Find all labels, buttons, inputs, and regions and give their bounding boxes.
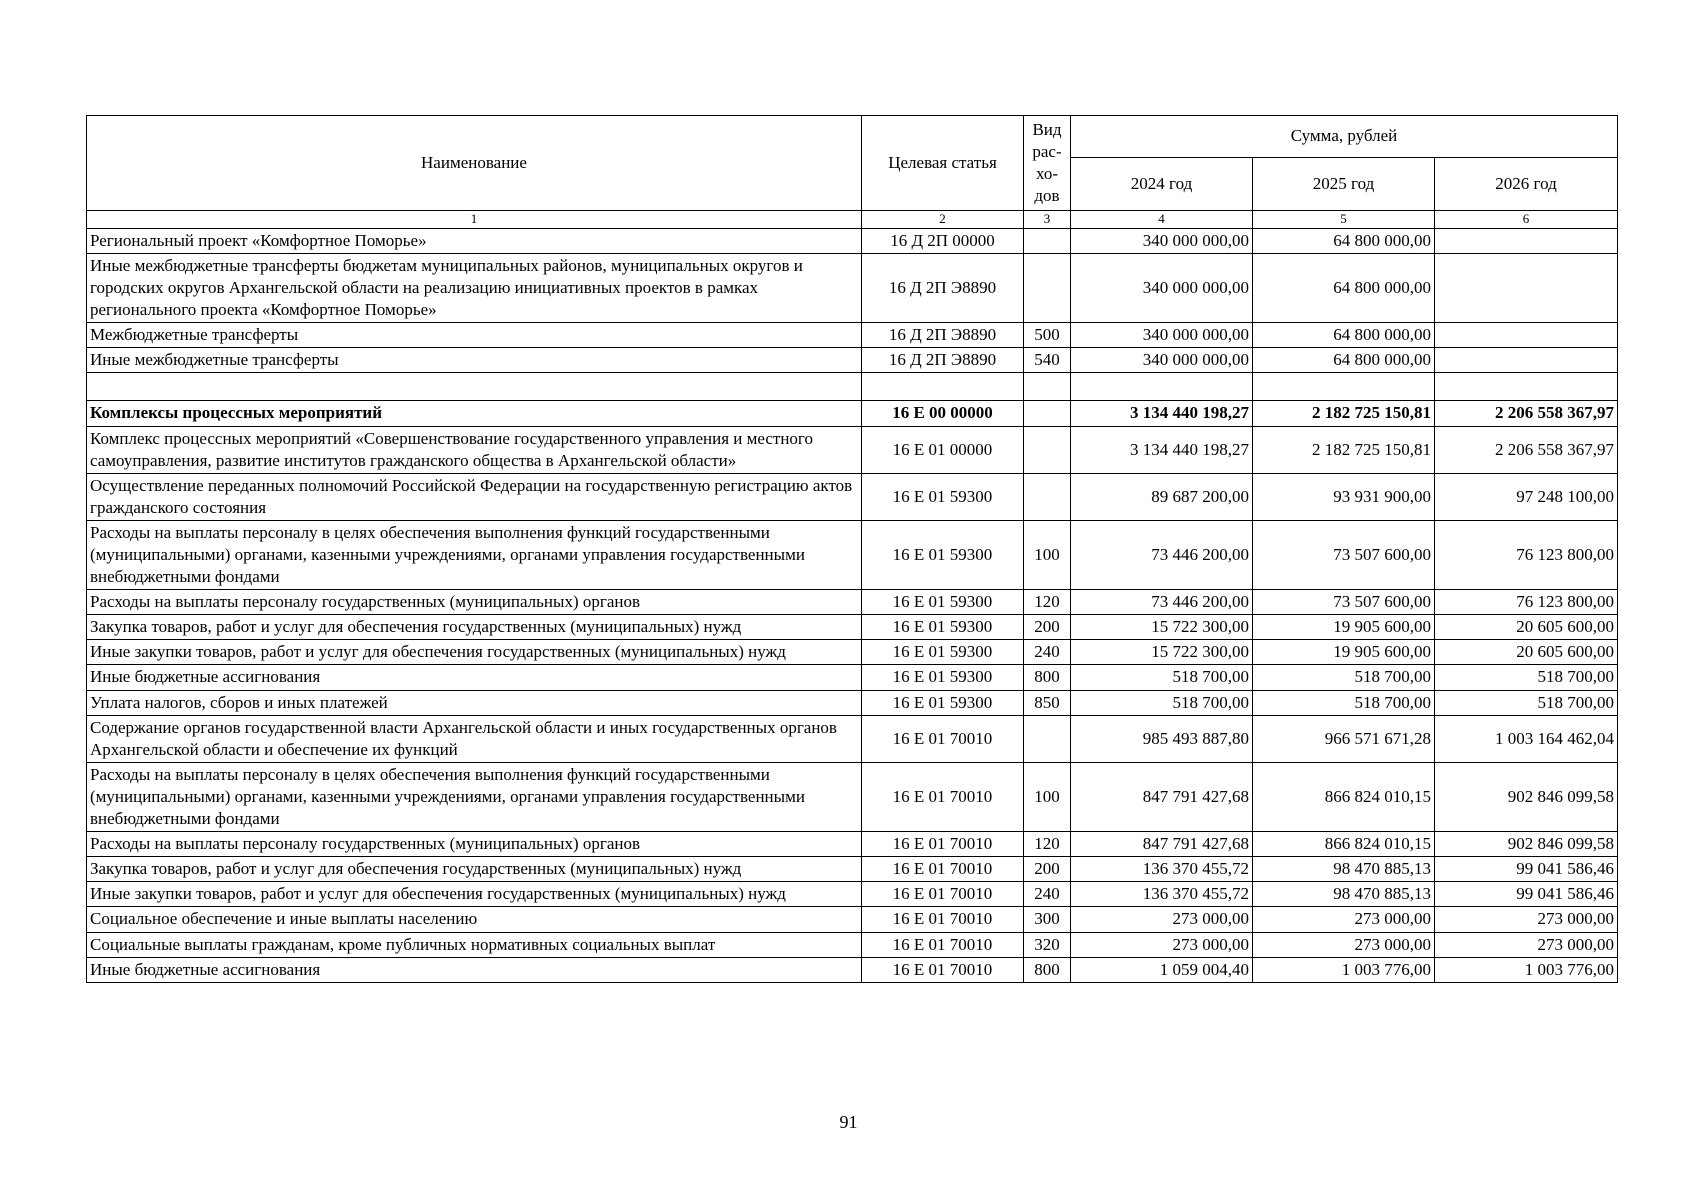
row-target-article: 16 Е 01 59300 [862, 590, 1024, 615]
row-target-article: 16 Е 01 70010 [862, 857, 1024, 882]
row-amount-2026: 902 846 099,58 [1435, 832, 1618, 857]
page-number: 91 [839, 1112, 858, 1132]
table-header [87, 116, 1618, 229]
row-amount-2026 [1435, 373, 1618, 401]
row-target-article: 16 Д 2П 00000 [862, 228, 1024, 253]
row-expense-type [1024, 426, 1071, 473]
table-row [87, 640, 1618, 665]
row-amount-2025: 98 470 885,13 [1253, 882, 1435, 907]
row-target-article: 16 Е 01 59300 [862, 473, 1024, 520]
row-amount-2025: 866 824 010,15 [1253, 762, 1435, 831]
row-amount-2025: 19 905 600,00 [1253, 640, 1435, 665]
table-row [87, 665, 1618, 690]
row-amount-2026: 518 700,00 [1435, 665, 1618, 690]
row-amount-2024: 15 722 300,00 [1071, 615, 1253, 640]
row-amount-2024: 340 000 000,00 [1071, 228, 1253, 253]
row-expense-type: 200 [1024, 615, 1071, 640]
row-amount-2026: 20 605 600,00 [1435, 615, 1618, 640]
header-expense-type: Вид рас-хо-дов [1024, 116, 1071, 211]
row-name: Региональный проект «Комфортное Поморье» [87, 228, 862, 253]
row-expense-type: 300 [1024, 907, 1071, 932]
row-name [87, 373, 862, 401]
row-amount-2026: 1 003 776,00 [1435, 957, 1618, 982]
header-sum: Сумма, рублей [1071, 116, 1618, 158]
row-amount-2026 [1435, 228, 1618, 253]
table-row [87, 690, 1618, 715]
row-amount-2025: 518 700,00 [1253, 665, 1435, 690]
row-target-article: 16 Е 01 70010 [862, 832, 1024, 857]
row-expense-type [1024, 715, 1071, 762]
row-amount-2025: 64 800 000,00 [1253, 253, 1435, 322]
row-name: Комплексы процессных мероприятий [87, 401, 862, 426]
row-amount-2026 [1435, 323, 1618, 348]
table-row [87, 520, 1618, 589]
row-amount-2026: 518 700,00 [1435, 690, 1618, 715]
row-expense-type: 200 [1024, 857, 1071, 882]
row-target-article: 16 Д 2П Э8890 [862, 323, 1024, 348]
row-name: Иные бюджетные ассигнования [87, 665, 862, 690]
row-name: Иные закупки товаров, работ и услуг для обеспечения государственных (муниципальных) нужд [87, 882, 862, 907]
row-amount-2026: 273 000,00 [1435, 932, 1618, 957]
row-name: Закупка товаров, работ и услуг для обеспечения государственных (муниципальных) нужд [87, 615, 862, 640]
row-amount-2024 [1071, 373, 1253, 401]
row-amount-2025: 866 824 010,15 [1253, 832, 1435, 857]
row-amount-2024: 3 134 440 198,27 [1071, 426, 1253, 473]
row-amount-2025 [1253, 373, 1435, 401]
row-target-article: 16 Е 01 70010 [862, 762, 1024, 831]
table-row [87, 615, 1618, 640]
row-target-article: 16 Д 2П Э8890 [862, 348, 1024, 373]
row-amount-2024: 518 700,00 [1071, 690, 1253, 715]
table-row [87, 907, 1618, 932]
table-row [87, 426, 1618, 473]
row-amount-2025: 73 507 600,00 [1253, 590, 1435, 615]
table-row [87, 857, 1618, 882]
row-amount-2024: 273 000,00 [1071, 932, 1253, 957]
row-name: Уплата налогов, сборов и иных платежей [87, 690, 862, 715]
row-name: Иные бюджетные ассигнования [87, 957, 862, 982]
row-expense-type [1024, 253, 1071, 322]
row-name: Закупка товаров, работ и услуг для обеспечения государственных (муниципальных) нужд [87, 857, 862, 882]
row-amount-2025: 64 800 000,00 [1253, 323, 1435, 348]
row-expense-type: 100 [1024, 762, 1071, 831]
row-expense-type: 540 [1024, 348, 1071, 373]
budget-table [86, 115, 1618, 983]
header-name: Наименование [87, 116, 862, 211]
table-row [87, 832, 1618, 857]
table-row [87, 957, 1618, 982]
row-expense-type [1024, 373, 1071, 401]
row-name: Иные межбюджетные трансферты [87, 348, 862, 373]
row-expense-type: 500 [1024, 323, 1071, 348]
row-amount-2025: 93 931 900,00 [1253, 473, 1435, 520]
row-expense-type: 850 [1024, 690, 1071, 715]
column-number: 1 [87, 211, 862, 229]
row-amount-2024: 340 000 000,00 [1071, 323, 1253, 348]
row-name: Социальное обеспечение и иные выплаты населению [87, 907, 862, 932]
row-target-article: 16 Е 01 70010 [862, 932, 1024, 957]
row-amount-2024: 1 059 004,40 [1071, 957, 1253, 982]
row-amount-2024: 15 722 300,00 [1071, 640, 1253, 665]
row-target-article: 16 Е 00 00000 [862, 401, 1024, 426]
row-amount-2024: 340 000 000,00 [1071, 348, 1253, 373]
table-row [87, 590, 1618, 615]
row-expense-type: 240 [1024, 640, 1071, 665]
row-expense-type: 320 [1024, 932, 1071, 957]
row-amount-2026: 97 248 100,00 [1435, 473, 1618, 520]
row-name: Иные межбюджетные трансферты бюджетам муниципальных районов, муниципальных округов и городских округов Архангельской области на реализацию инициативных проектов в рамках регионального проекта «Комфортное Поморье» [87, 253, 862, 322]
row-amount-2025: 273 000,00 [1253, 907, 1435, 932]
table-row [87, 762, 1618, 831]
row-name: Расходы на выплаты персоналу в целях обеспечения выполнения функций государственными (муниципальными) органами, казенными учреждениями, органами управления государственными внебюджетными фондами [87, 520, 862, 589]
table-body [87, 228, 1618, 982]
row-amount-2024: 136 370 455,72 [1071, 857, 1253, 882]
row-name: Иные закупки товаров, работ и услуг для обеспечения государственных (муниципальных) нужд [87, 640, 862, 665]
row-amount-2025: 2 182 725 150,81 [1253, 426, 1435, 473]
table-row [87, 932, 1618, 957]
row-target-article: 16 Е 01 59300 [862, 640, 1024, 665]
column-number: 5 [1253, 211, 1435, 229]
header-year-2024: 2024 год [1071, 158, 1253, 211]
row-target-article: 16 Е 01 59300 [862, 520, 1024, 589]
row-amount-2025: 518 700,00 [1253, 690, 1435, 715]
header-target-article: Целевая статья [862, 116, 1024, 211]
row-amount-2024: 89 687 200,00 [1071, 473, 1253, 520]
row-amount-2024: 847 791 427,68 [1071, 832, 1253, 857]
row-target-article: 16 Е 01 59300 [862, 665, 1024, 690]
row-name: Расходы на выплаты персоналу государственных (муниципальных) органов [87, 590, 862, 615]
row-expense-type: 100 [1024, 520, 1071, 589]
row-amount-2025: 64 800 000,00 [1253, 228, 1435, 253]
row-amount-2024: 340 000 000,00 [1071, 253, 1253, 322]
row-amount-2024: 136 370 455,72 [1071, 882, 1253, 907]
table-row [87, 253, 1618, 322]
column-number: 2 [862, 211, 1024, 229]
row-expense-type: 120 [1024, 832, 1071, 857]
table-row [87, 348, 1618, 373]
row-target-article: 16 Е 01 70010 [862, 957, 1024, 982]
row-amount-2024: 847 791 427,68 [1071, 762, 1253, 831]
row-amount-2024: 985 493 887,80 [1071, 715, 1253, 762]
row-target-article [862, 373, 1024, 401]
row-target-article: 16 Е 01 59300 [862, 615, 1024, 640]
row-name: Содержание органов государственной власти Архангельской области и иных государственных органов Архангельской области и обеспечение их функций [87, 715, 862, 762]
row-name: Межбюджетные трансферты [87, 323, 862, 348]
row-amount-2026: 1 003 164 462,04 [1435, 715, 1618, 762]
table-row [87, 401, 1618, 426]
row-amount-2026: 76 123 800,00 [1435, 590, 1618, 615]
row-amount-2026: 99 041 586,46 [1435, 857, 1618, 882]
row-target-article: 16 Е 01 70010 [862, 907, 1024, 932]
row-amount-2026: 20 605 600,00 [1435, 640, 1618, 665]
row-amount-2024: 3 134 440 198,27 [1071, 401, 1253, 426]
row-amount-2025: 1 003 776,00 [1253, 957, 1435, 982]
row-name: Комплекс процессных мероприятий «Совершенствование государственного управления и местного самоуправления, развитие институтов гражданского общества в Архангельской области» [87, 426, 862, 473]
row-target-article: 16 Е 01 70010 [862, 715, 1024, 762]
row-expense-type: 800 [1024, 665, 1071, 690]
row-name: Расходы на выплаты персоналу в целях обеспечения выполнения функций государственными (муниципальными) органами, казенными учреждениями, органами управления государственными внебюджетными фондами [87, 762, 862, 831]
row-amount-2026: 76 123 800,00 [1435, 520, 1618, 589]
row-amount-2025: 73 507 600,00 [1253, 520, 1435, 589]
header-year-2026: 2026 год [1435, 158, 1618, 211]
table-row [87, 323, 1618, 348]
row-target-article: 16 Д 2П Э8890 [862, 253, 1024, 322]
row-name: Осуществление переданных полномочий Российской Федерации на государственную регистрацию актов гражданского состояния [87, 473, 862, 520]
column-number-row [87, 211, 1618, 229]
row-expense-type [1024, 401, 1071, 426]
row-amount-2024: 273 000,00 [1071, 907, 1253, 932]
row-amount-2026: 2 206 558 367,97 [1435, 401, 1618, 426]
row-amount-2024: 73 446 200,00 [1071, 520, 1253, 589]
row-amount-2025: 2 182 725 150,81 [1253, 401, 1435, 426]
row-amount-2026: 99 041 586,46 [1435, 882, 1618, 907]
row-name: Социальные выплаты гражданам, кроме публичных нормативных социальных выплат [87, 932, 862, 957]
row-amount-2025: 19 905 600,00 [1253, 615, 1435, 640]
row-name: Расходы на выплаты персоналу государственных (муниципальных) органов [87, 832, 862, 857]
table-row [87, 715, 1618, 762]
table-row [87, 373, 1618, 401]
row-expense-type [1024, 473, 1071, 520]
row-amount-2025: 966 571 671,28 [1253, 715, 1435, 762]
row-amount-2026: 273 000,00 [1435, 907, 1618, 932]
row-expense-type [1024, 228, 1071, 253]
table-row [87, 882, 1618, 907]
row-amount-2024: 518 700,00 [1071, 665, 1253, 690]
row-amount-2026 [1435, 253, 1618, 322]
row-amount-2025: 64 800 000,00 [1253, 348, 1435, 373]
column-number: 3 [1024, 211, 1071, 229]
row-amount-2025: 98 470 885,13 [1253, 857, 1435, 882]
row-amount-2025: 273 000,00 [1253, 932, 1435, 957]
row-target-article: 16 Е 01 70010 [862, 882, 1024, 907]
column-number: 4 [1071, 211, 1253, 229]
column-number: 6 [1435, 211, 1618, 229]
row-amount-2026: 902 846 099,58 [1435, 762, 1618, 831]
table-row [87, 473, 1618, 520]
row-expense-type: 800 [1024, 957, 1071, 982]
row-target-article: 16 Е 01 59300 [862, 690, 1024, 715]
row-amount-2024: 73 446 200,00 [1071, 590, 1253, 615]
row-target-article: 16 Е 01 00000 [862, 426, 1024, 473]
row-expense-type: 120 [1024, 590, 1071, 615]
header-year-2025: 2025 год [1253, 158, 1435, 211]
row-expense-type: 240 [1024, 882, 1071, 907]
table-row [87, 228, 1618, 253]
row-amount-2026: 2 206 558 367,97 [1435, 426, 1618, 473]
row-amount-2026 [1435, 348, 1618, 373]
